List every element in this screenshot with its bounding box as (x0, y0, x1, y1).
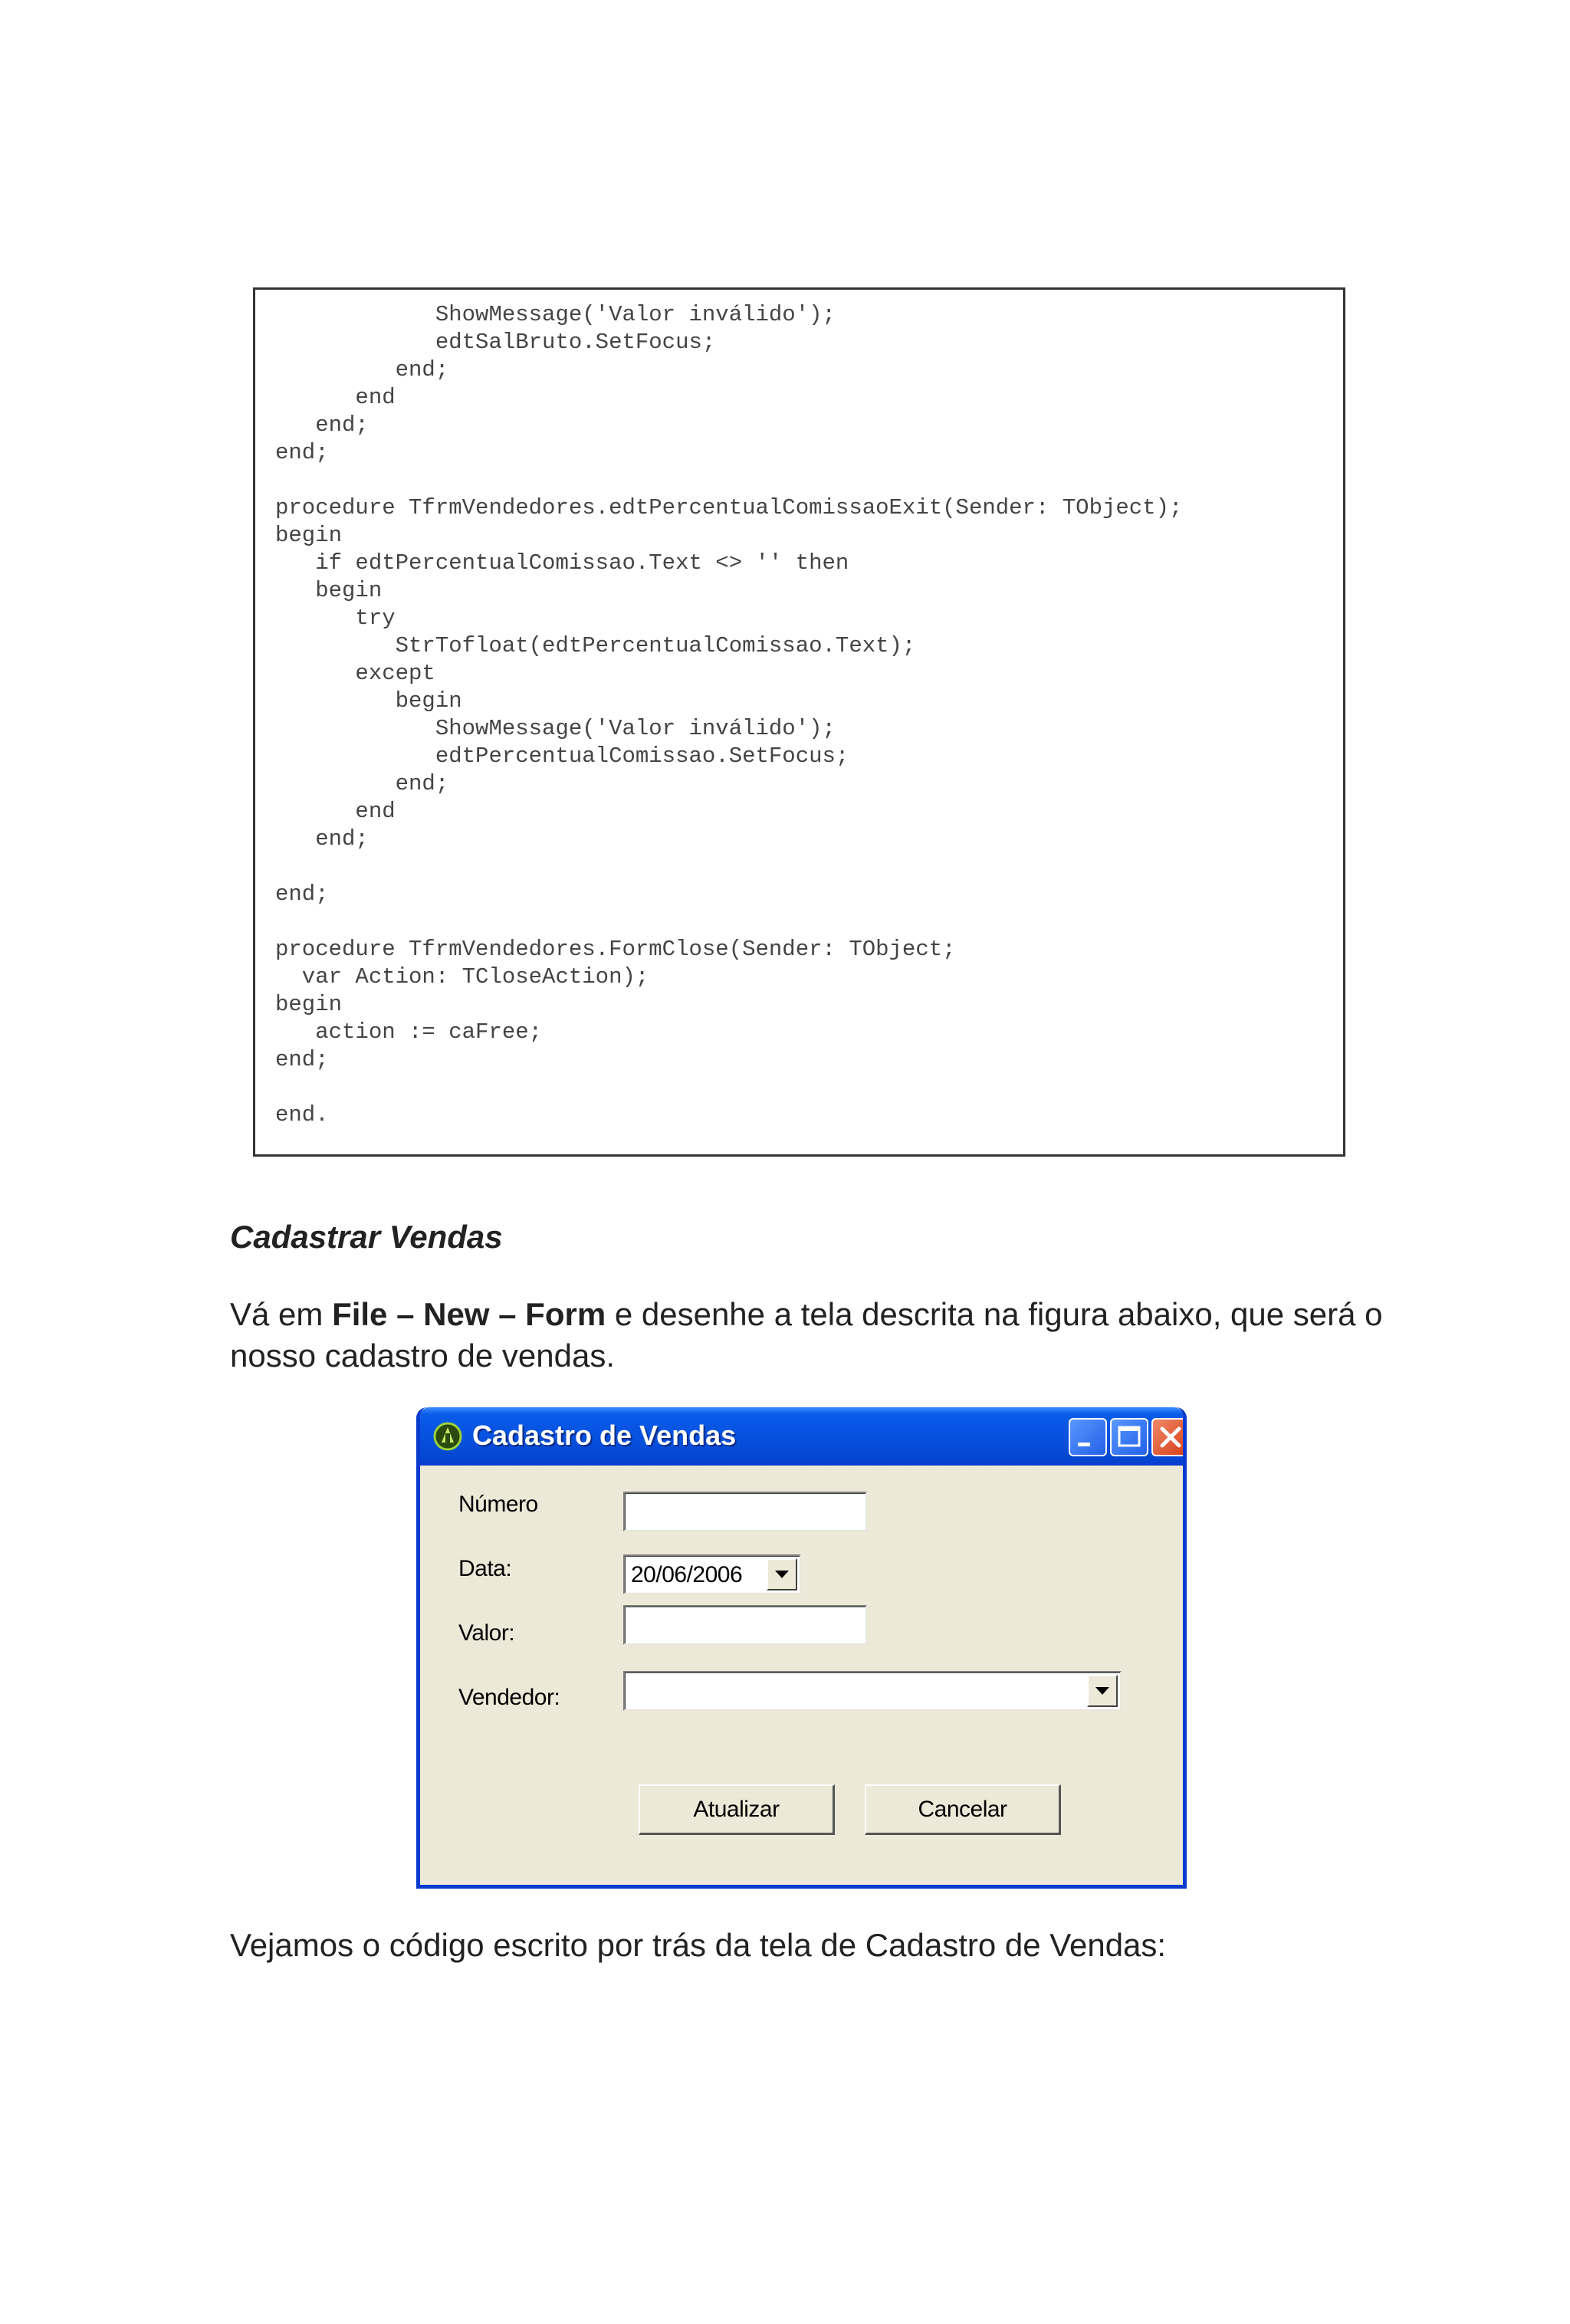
chevron-down-icon (1095, 1687, 1109, 1695)
code-line: procedure TfrmVendedores.FormClose(Sender: TObject; (275, 937, 956, 962)
window-client-area (420, 1466, 1183, 1885)
window-titlebar[interactable] (420, 1407, 1183, 1466)
code-line: ShowMessage('Valor inválido'); (275, 302, 836, 327)
code-line: begin (275, 578, 383, 603)
vendedor-label: Vendedor: (458, 1685, 560, 1710)
intro-suffix: e desenhe a tela descrita na figura abaixo, que será o nosso cadastro de vendas. (230, 1296, 1383, 1374)
numero-label: Número (458, 1492, 538, 1517)
code-line: procedure TfrmVendedores.edtPercentualComissaoExit(Sender: TObject); (275, 495, 1183, 520)
minimize-icon (1070, 1420, 1105, 1455)
code-line: try (275, 606, 396, 631)
code-listing-box (253, 287, 1345, 1157)
maximize-button[interactable] (1110, 1418, 1148, 1456)
intro-prefix: Vá em (230, 1296, 333, 1332)
valor-input[interactable] (623, 1605, 867, 1645)
section-title: Cadastrar Vendas (230, 1219, 503, 1255)
vendedor-dropdown-button[interactable] (1087, 1675, 1118, 1707)
code-line: end (275, 385, 396, 410)
code-line: edtSalBruto.SetFocus; (275, 330, 716, 355)
code-line: action := caFree; (275, 1019, 543, 1045)
minimize-button[interactable] (1069, 1418, 1107, 1456)
code-line: end; (275, 881, 329, 907)
atualizar-button[interactable]: Atualizar (639, 1784, 835, 1835)
code-line: end; (275, 1047, 329, 1072)
code-line: end; (275, 826, 369, 852)
code-line: if edtPercentualComissao.Text <> '' then (275, 550, 849, 576)
code-line: StrTofloat(edtPercentualComissao.Text); (275, 633, 916, 658)
cancelar-button[interactable]: Cancelar (865, 1784, 1061, 1835)
close-icon (1153, 1420, 1187, 1455)
footer-paragraph: Vejamos o código escrito por trás da tela de Cadastro de Vendas: (230, 1927, 1167, 1963)
delphi-app-icon (432, 1421, 463, 1452)
code-line: begin (275, 992, 343, 1017)
data-value: 20/06/2006 (631, 1562, 743, 1587)
valor-label: Valor: (458, 1620, 515, 1646)
code-line: end. (275, 1102, 329, 1128)
data-label: Data: (458, 1556, 512, 1581)
code-line: begin (275, 688, 462, 714)
numero-input[interactable] (623, 1492, 867, 1531)
maximize-icon (1112, 1420, 1147, 1455)
code-line: edtPercentualComissao.SetFocus; (275, 743, 849, 769)
chevron-down-icon (775, 1571, 789, 1578)
code-line: end; (275, 771, 449, 796)
code-line: except (275, 661, 435, 686)
code-line: end; (275, 440, 329, 465)
intro-menu-path: File – New – Form (332, 1296, 606, 1332)
close-button[interactable] (1151, 1418, 1187, 1456)
code-line: ShowMessage('Valor inválido'); (275, 716, 836, 741)
data-date-picker[interactable] (623, 1554, 801, 1594)
window-title: Cadastro de Vendas (472, 1420, 737, 1451)
code-line: end; (275, 412, 369, 438)
date-dropdown-button[interactable] (767, 1558, 797, 1590)
cadastro-vendas-window (416, 1407, 1187, 1889)
code-line: begin (275, 523, 343, 548)
intro-paragraph (230, 1294, 1426, 1377)
code-line: var Action: TCloseAction); (275, 964, 649, 990)
code-line: end; (275, 357, 449, 382)
vendedor-combobox[interactable] (623, 1671, 1122, 1711)
code-line: end (275, 799, 396, 824)
